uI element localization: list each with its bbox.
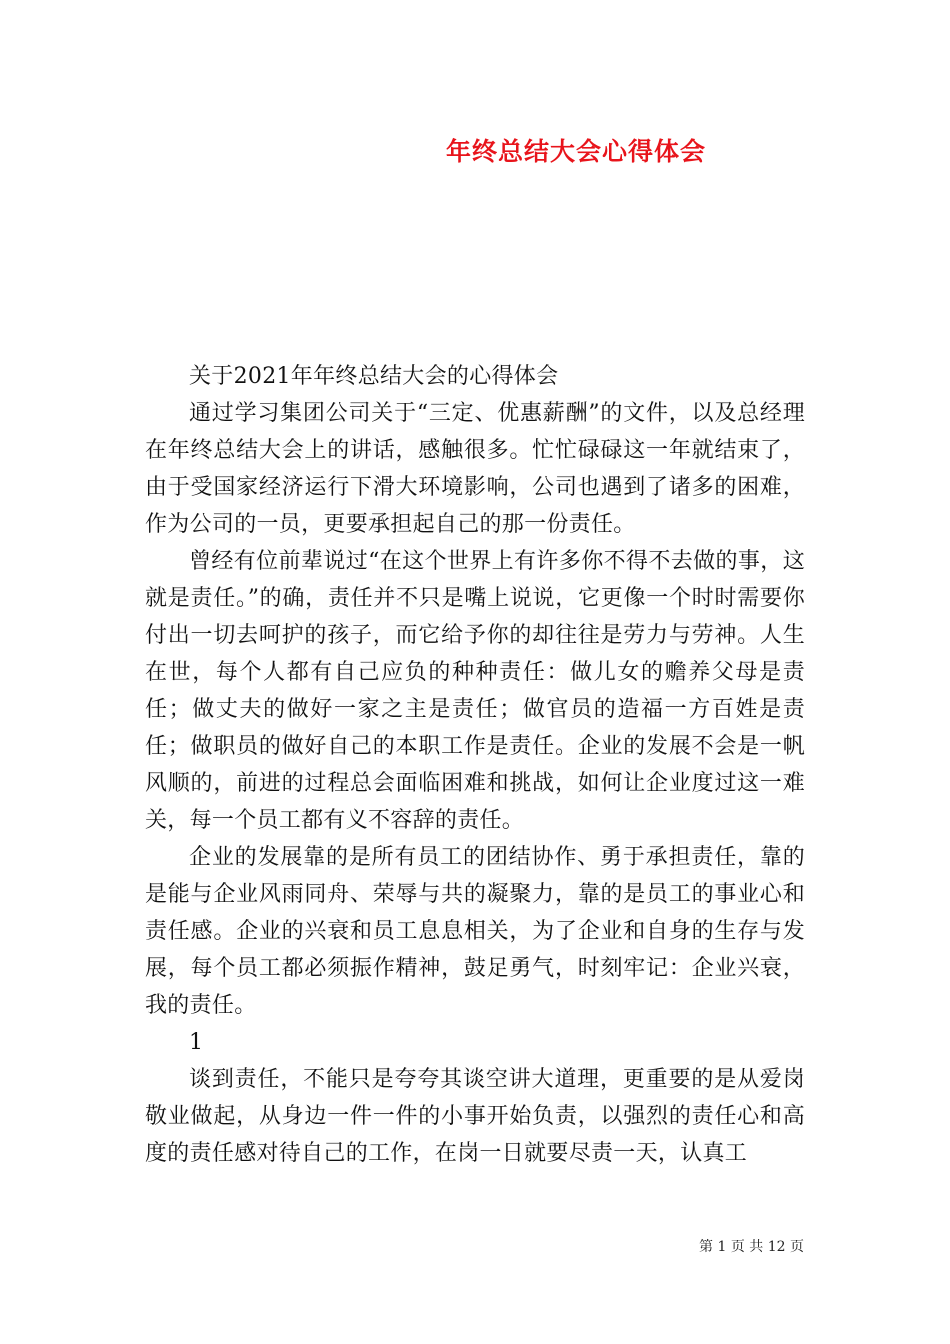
paragraph-3: 企业的发展靠的是所有员工的团结协作、勇于承担责任，靠的是能与企业风雨同舟、荣辱与共的凝聚力，靠的是员工的事业心和责任感。企业的兴衰和员工息息相关，为了企业和自身的生存与发展，每个员工都必须振作精神，鼓足勇气，时刻牢记：企业兴衰，我的责任。 [145, 845, 805, 1018]
paragraph-4: 谈到责任，不能只是夸夸其谈空讲大道理，更重要的是从爱岗敬业做起，从身边一件一件的小事开始负责，以强烈的责任心和高度的责任感对待自己的工作，在岗一日就要尽责一天，认真工 [145, 1067, 805, 1166]
paragraph-1: 通过学习集团公司关于“三定、优惠薪酬”的文件，以及总经理在年终总结大会上的讲话，感触很多。忙忙碌碌这一年就结束了，由于受国家经济运行下滑大环境影响，公司也遇到了诸多的困难，作为公司的一员，更要承担起自己的那一份责任。 [145, 401, 805, 537]
paragraph-number: 1 [189, 1030, 204, 1055]
document-title: 年终总结大会心得体会 [445, 137, 706, 166]
paragraph-2: 曾经有位前辈说过“在这个世界上有许多你不得不去做的事，这就是责任。”的确，责任并不只是嘴上说说，它更像一个时时需要你付出一切去呵护的孩子，而它给予你的却往往是劳力与劳神。人生在世，每个人都有自己应负的种种责任：做儿女的赡养父母是责任；做丈夫的做好一家之主是责任；做官员的造福一方百姓是责任；做职员的做好自己的本职工作是责任。企业的发展不会是一帆风顺的，前进的过程总会面临困难和挑战，如何让企业度过这一难关，每一个员工都有义不容辞的责任。 [145, 549, 805, 833]
page-number-footer: 第 1 页 共 12 页 [699, 1239, 804, 1255]
paragraph-subtitle: 关于2021年年终总结大会的心得体会 [189, 364, 559, 389]
document-body [145, 358, 805, 1172]
